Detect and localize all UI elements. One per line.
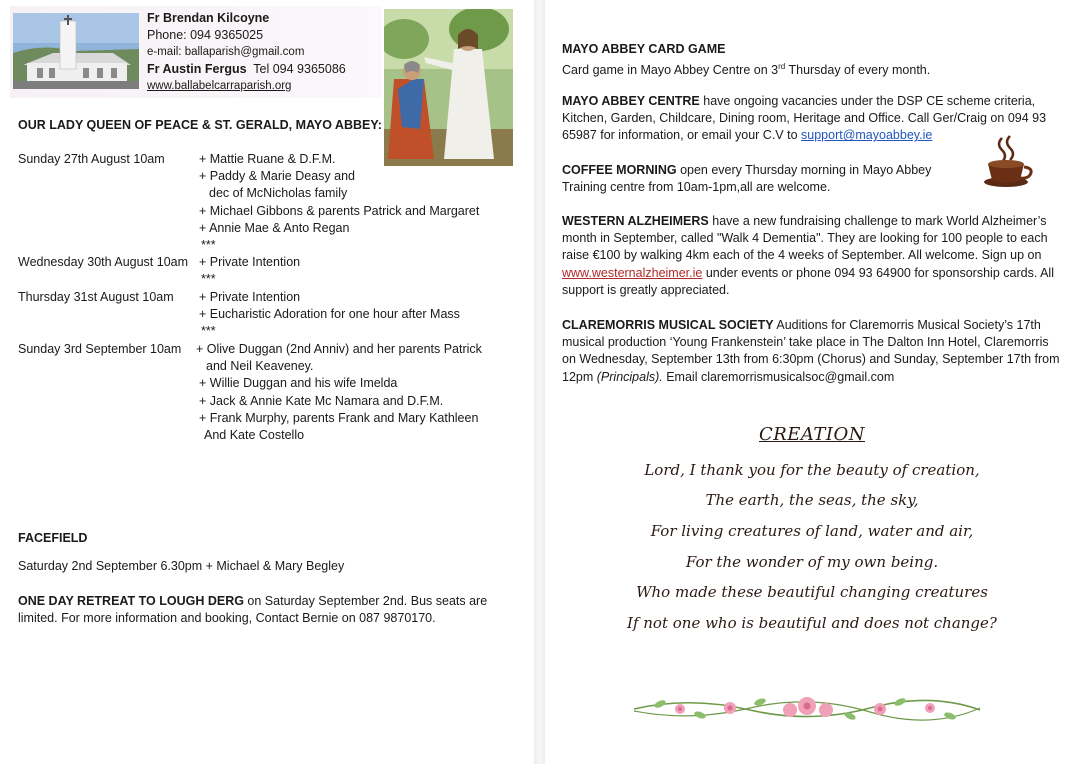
intention-line: and Neil Keaveney. <box>206 359 314 374</box>
mass-intentions <box>199 254 300 288</box>
retreat-heading: ONE DAY RETREAT TO LOUGH DERG <box>18 594 244 608</box>
intention-line: + Paddy & Marie Deasy and <box>199 169 355 184</box>
musical-society-notice <box>562 317 1062 386</box>
coffee-morning-notice <box>562 162 974 196</box>
separator-stars: *** <box>201 238 216 253</box>
intention-line: + Jack & Annie Kate Mc Namara and D.F.M. <box>199 393 444 408</box>
intention-line: + Frank Murphy, parents Frank and Mary Kathleen <box>199 410 479 425</box>
jesus-apostle-painting <box>384 9 513 166</box>
mass-intentions <box>199 289 460 341</box>
clergy-contacts <box>147 10 346 95</box>
principals-label: (Principals). <box>596 369 663 384</box>
mass-date: Sunday 3rd September 10am <box>18 342 182 356</box>
intention-line: dec of McNicholas family <box>209 186 348 201</box>
poem-line: Lord, I thank you for the beauty of creation, <box>644 461 980 479</box>
priest2-line <box>147 61 346 78</box>
card-game-heading: MAYO ABBEY CARD GAME <box>562 42 726 56</box>
coffee-cup-icon <box>982 134 1034 188</box>
intention-line: + Willie Duggan and his wife Imelda <box>199 376 398 391</box>
coffee-text: open every Thursday morning in Mayo Abbey Training centre from 10am-1pm,all are welcome. <box>562 163 932 195</box>
priest1-phone: Phone: 094 9365025 <box>147 28 264 42</box>
floral-border-decoration <box>630 688 984 730</box>
musical-text-b: Email claremorrismusicalsoc@gmail.com <box>662 369 895 384</box>
alzheimers-text-a: have a new fundraising challenge to mark World Alzheimer’s month in September, called "Walk 4 Dementia". They are looking for 100 people to each raise €100 by walking 4km each of the 4 weeks of September. All welcome. Sign up on <box>562 214 1048 263</box>
separator-stars: *** <box>201 272 216 287</box>
priest1-name: Fr Brendan Kilcoyne <box>147 11 270 25</box>
retreat-text: on Saturday September 2nd. Bus seats are limited. For more information and booking, Contact Bernie on 087 9870170. <box>18 594 488 626</box>
intention-line: + Eucharistic Adoration for one hour after Mass <box>199 307 460 322</box>
intention-line: + Private Intention <box>199 290 301 304</box>
musical-heading: CLAREMORRIS MUSICAL SOCIETY <box>562 318 774 332</box>
centre-text: have ongoing vacancies under the DSP CE scheme criteria, Kitchen, Garden, Childcare, Dining room, Heritage and Office. Call Ger/Craig on 094 93 65987 for information, or email your C.V to <box>562 94 1047 143</box>
parish-email: e-mail: ballaparish@gmail.com <box>147 46 305 58</box>
priest2-tel: Tel 094 9365086 <box>253 62 346 76</box>
separator-stars: *** <box>201 324 216 339</box>
alzheimers-website-link[interactable]: www.westernalzheimer.ie <box>562 265 703 280</box>
coffee-heading: COFFEE MORNING <box>562 163 677 177</box>
alzheimers-text-b: under events or phone 094 93 64900 for sponsorship cards. All support is greatly appreciated. <box>562 265 1054 297</box>
retreat-notice <box>18 593 518 627</box>
card-game-text <box>562 58 1062 79</box>
card-game-text-a: Card game in Mayo Abbey Centre on 3 <box>562 63 779 78</box>
facefield-heading: FACEFIELD <box>18 531 88 545</box>
musical-text-a: Auditions for Claremorris Musical Society’s 17th musical production ‘Young Frankenstein’ take place in The Dalton Inn Hotel, Claremorris on Wednesday, September 13th from 6:30pm (Chorus) and Sunday, September 17th from 12pm <box>562 318 1060 384</box>
intention-line: + Michael Gibbons & parents Patrick and Margaret <box>199 203 480 218</box>
poem-line: Who made these beautiful changing creatures <box>636 583 988 601</box>
mass-intentions <box>199 151 479 254</box>
card-game-text-b: Thursday of every month. <box>785 63 931 78</box>
poem-line: For the wonder of my own being. <box>685 553 939 571</box>
mass-intentions <box>196 341 482 444</box>
parish-heading: OUR LADY QUEEN OF PEACE & ST. GERALD, MAYO ABBEY: <box>18 118 382 132</box>
poem-title: CREATION <box>758 424 866 445</box>
church-photo <box>13 13 139 89</box>
mass-date: Thursday 31st August 10am <box>18 290 174 304</box>
alzheimers-notice <box>562 213 1062 299</box>
intention-line: + Private Intention <box>199 255 301 269</box>
facefield-mass-line: Saturday 2nd September 6.30pm + Michael & Mary Begley <box>18 559 345 573</box>
parish-website-link[interactable]: www.ballabelcarraparish.org <box>147 80 292 92</box>
mass-date: Wednesday 30th August 10am <box>18 255 189 269</box>
poem-line: For living creatures of land, water and air, <box>650 522 974 540</box>
centre-heading: MAYO ABBEY CENTRE <box>562 94 700 108</box>
alzheimers-heading: WESTERN ALZHEIMERS <box>562 214 709 228</box>
intention-line: + Annie Mae & Anto Regan <box>199 220 350 235</box>
intention-line: + Mattie Ruane & D.F.M. <box>199 152 336 166</box>
poem-line: If not one who is beautiful and does not change? <box>627 614 997 632</box>
ordinal-suffix: rd <box>778 62 786 72</box>
card-game-notice <box>562 41 1062 80</box>
page-gutter <box>534 0 545 764</box>
priest2-name: Fr Austin Fergus <box>147 62 247 76</box>
intention-line: + Olive Duggan (2nd Anniv) and her parents Patrick <box>196 342 482 356</box>
poem-line: The earth, the seas, the sky, <box>705 491 919 509</box>
centre-email-link[interactable]: support@mayoabbey.ie <box>801 128 933 143</box>
intention-line: And Kate Costello <box>204 428 305 443</box>
mass-date: Sunday 27th August 10am <box>18 152 165 166</box>
